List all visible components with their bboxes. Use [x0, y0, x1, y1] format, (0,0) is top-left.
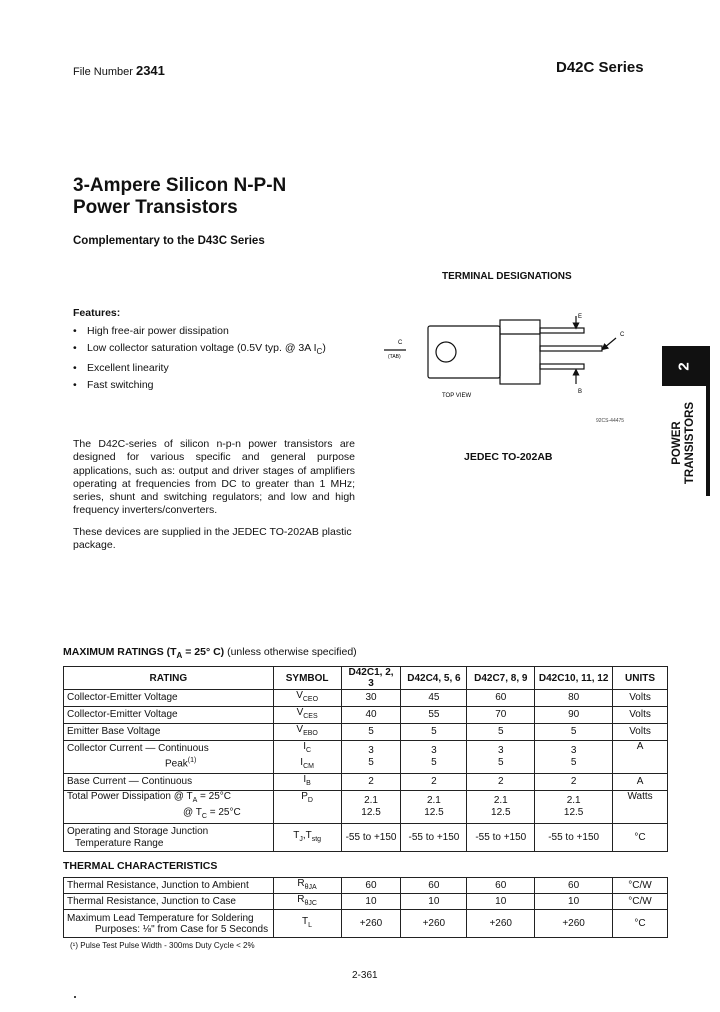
table-header-row: [64, 667, 668, 690]
column-header: D42C7, 8, 9: [467, 667, 535, 690]
thermal-characteristics-title: THERMAL CHARACTERISTICS: [63, 860, 218, 872]
thermal-table: [63, 877, 668, 938]
table-row: Collector-Emitter Voltage $V_{CEO}$ 30 45 60 80 Volts: [64, 690, 668, 707]
figure-code: 92CS-44475: [596, 418, 625, 424]
series-title: D42C Series: [556, 59, 644, 76]
table-row: Operating and Storage Junction Temperature Range $T_J,T_{stg}$ -55 to +150 -55 to +150 -55 to +150 -55 to +150 °C: [64, 824, 668, 852]
table-row: Thermal Resistance, Junction to Case $R_{\theta JC}$ 10 10 10 10 °C/W: [64, 894, 668, 910]
mounting-hole: [436, 342, 456, 362]
lead-b: [540, 364, 584, 369]
page-number: 2-361: [352, 970, 378, 981]
terminal-designations-title: TERMINAL DESIGNATIONS: [442, 271, 572, 282]
features-title: Features:: [73, 307, 121, 319]
section-label: POWER TRANSISTORS: [671, 401, 696, 485]
table-row: Base Current — Continuous $I_B$ 2 2 2 2 A: [64, 774, 668, 791]
footnote: (¹) Pulse Test Pulse Width - 300ms Duty Cycle < 2%: [70, 941, 255, 950]
table-row: Thermal Resistance, Junction to Ambient $R_{\theta JA}$ 60 60 60 60 °C/W: [64, 878, 668, 894]
file-number: [73, 63, 165, 78]
file-number-label: File Number: [73, 66, 133, 78]
tab-outline: [428, 326, 500, 378]
terminal-label-b: B: [578, 389, 583, 395]
scan-speck: [74, 996, 76, 998]
description-paragraph-2: These devices are supplied in the JEDEC TO-202AB plastic package.: [73, 526, 352, 552]
table-row: Collector Current — Continuous Peak$^{(1)}$ $I_C$ $I_{CM}$ 3 5 3 5 3 5 3 5 A: [64, 741, 668, 774]
table-row: Emitter Base Voltage $V_{EBO}$ 5 5 5 5 Volts: [64, 724, 668, 741]
terminal-label-c-left: C: [398, 340, 403, 346]
description-paragraph: The D42C-series of silicon n-p-n power transistors are designed for various specific and general purpose applications, such as: output and driver stages of amplifiers operating at frequencies from DC to greater than 1 MHz; series, shunt and switching regulators; and low and high frequency inverters/converters.: [73, 438, 355, 517]
title-line-1: 3-Ampere Silicon N-P-N: [73, 175, 287, 196]
column-header: D42C1, 2, 3: [341, 667, 401, 690]
jedec-label: JEDEC TO-202AB: [464, 451, 553, 463]
column-header: D42C10, 11, 12: [535, 667, 613, 690]
section-number: 2: [662, 346, 706, 386]
table-row: Maximum Lead Temperature for Soldering Purposes: ⅛" from Case for 5 Seconds $T_L$ +260 +260 +260 +260 °C: [64, 910, 668, 938]
subtitle: Complementary to the D43C Series: [73, 235, 265, 247]
feature-item: • Excellent linearity: [73, 360, 326, 377]
to202-package-diagram: [380, 300, 650, 430]
terminal-label-tab: (TAB): [388, 354, 401, 360]
feature-item: • Fast switching: [73, 377, 326, 394]
table-row: Total Power Dissipation @ $T_A = 25^\circ C$ @ $T_C = 25^\circ C$ $P_D$ 2.1 12.5 2.1 12.5 2.1 12.5 2.1 12.5 Watts: [64, 791, 668, 824]
column-header: UNITS: [613, 667, 668, 690]
terminal-label-c: C: [620, 332, 625, 338]
lead-c: [540, 346, 602, 351]
feature-item: • High free-air power dissipation: [73, 323, 326, 340]
table-row: Collector-Emitter Voltage $V_{CES}$ 40 55 70 90 Volts: [64, 707, 668, 724]
column-header: RATING: [64, 667, 274, 690]
lead-e: [540, 328, 584, 333]
file-number-value: 2341: [135, 63, 165, 78]
max-ratings-title: MAXIMUM RATINGS ($T_A = 25^\circ$ C) (unless otherwise specified): [63, 646, 357, 661]
terminal-label-e: E: [578, 314, 583, 320]
title-line-2: Power Transistors: [73, 197, 238, 218]
top-view-label: TOP VIEW: [442, 393, 472, 399]
column-header: SYMBOL: [273, 667, 341, 690]
column-header: D42C4, 5, 6: [401, 667, 467, 690]
max-ratings-table: [63, 666, 668, 852]
page-title: [73, 175, 286, 219]
features-list: [73, 323, 326, 393]
package-body: [500, 320, 540, 384]
feature-item: • Low collector saturation voltage (0.5V typ. @ 3A $I_C$): [73, 340, 326, 361]
section-side-tab: [662, 346, 710, 496]
